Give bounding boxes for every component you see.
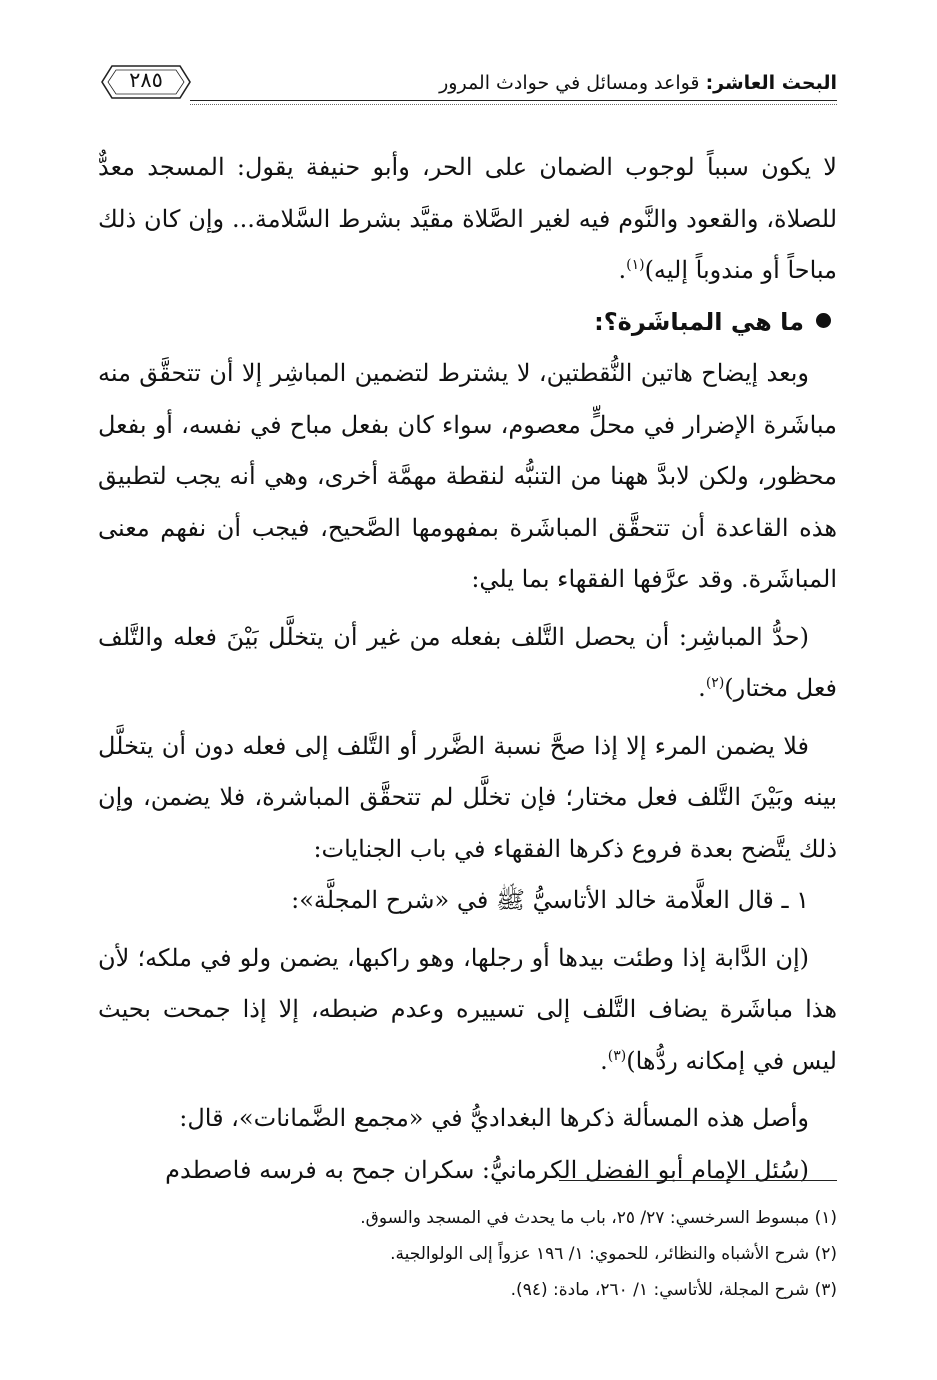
footnote-ref-1: (١): [626, 257, 645, 273]
paragraph-7: وأصل هذه المسألة ذكرها البغداديُّ في «مجمع الضَّمانات»، قال:: [179, 1104, 809, 1132]
running-title: [439, 72, 837, 94]
main-text: [98, 142, 837, 1196]
paragraph-5: ١ ـ قال العلَّامة خالد الأتاسيُّ ﷺ في «شرح المجلَّة»:: [291, 886, 809, 914]
paragraph-3-end: .: [698, 674, 706, 702]
footnote-2: (٢) شرح الأشباه والنظائر، للحموي: ١/ ١٩٦ عزواً إلى الولوالجية.: [390, 1244, 837, 1264]
running-title-bold: البحث العاشر:: [705, 72, 837, 94]
section-heading-text: ما هي المباشَرة؟:: [594, 307, 804, 336]
bullet-icon: [816, 313, 831, 328]
paragraph-3-text: (حدُّ المباشِر: أن يحصل التَّلف بفعله من غير أن يتخلَّل بَيْنَ فعله والتَّلف فعل مختار): [98, 622, 837, 702]
page-number-badge: [98, 62, 194, 102]
footnote-ref-2: (٢): [705, 675, 725, 691]
footnote-divider: [559, 1180, 837, 1181]
paragraph-2: وبعد إيضاح هاتين النُّقطتين، لا يشترط لتضمين المباشِر إلا أن تتحقَّق منه مباشَرة الإضرار في محلٍّ معصوم، سواء كان بفعل مباح في نفسه، أو بفعل محظور، ولكن لابدَّ ههنا من التنبُّه لنقطة مهمَّة أخرى، وهي أنه يجب لتطبيق هذه القاعدة أن تتحقَّق المباشَرة بمفهومها الصَّحيح، فيجب أن نفهم معنى المباشَرة. وقد عرَّفها الفقهاء بما يلي:: [98, 359, 837, 593]
paragraph-1: [98, 142, 837, 297]
paragraph-6-end: .: [600, 1046, 608, 1075]
paragraph-6-text: (إن الدَّابة إذا وطئت بيدها أو رجلها، وهو راكبها، يضمن ولو في ملكه؛ لأن هذا مباشَرة يضاف التَّلف إلى تسييره وعدم ضبطه، إلا إذا جمحت بحيث ليس في إمكانه ردُّها): [98, 943, 837, 1075]
paragraph-8: (سُئل الإمام أبو الفضل الكرمانيُّ: سكران جمح به فرسه فاصطدم: [165, 1155, 809, 1184]
footnotes: [98, 1200, 837, 1308]
paragraph-1-end: .: [618, 256, 627, 284]
paragraph-4: فلا يضمن المرء إلا إذا صحَّ نسبة الضَّرر أو التَّلف إلى فعله دون أن يتخلَّل بينه وبَيْنَ التَّلف فعل مختار؛ فإن تخلَّل لم تتحقَّق المباشرة، فلا يضمن، وإن ذلك يتَّضح بعدة فروع ذكرها الفقهاء في باب الجنايات:: [98, 731, 837, 863]
paragraph-6-quote: [98, 933, 837, 1088]
paragraph-1-text: لا يكون سبباً لوجوب الضمان على الحر، وأبو حنيفة يقول: المسجد معدٌّ للصلاة، والقعود والنَّوم فيه لغير الصَّلاة مقيَّد بشرط السَّلامة... وإن كان ذلك مباحاً أو مندوباً إليه): [98, 153, 837, 284]
header-divider-dotted: [190, 104, 837, 105]
paragraph-3-quote: [98, 612, 837, 715]
section-heading: [98, 297, 837, 349]
footnote-ref-3: (٣): [607, 1047, 627, 1064]
page-number: ٢٨٥: [129, 68, 163, 92]
running-title-rest: قواعد ومسائل في حوادث المرور: [439, 72, 706, 94]
footnote-3: (٣) شرح المجلة، للأتاسي: ١/ ٢٦٠، مادة: (٩٤).: [510, 1280, 837, 1300]
footnote-1: (١) مبسوط السرخسي: ٢٧/ ٢٥، باب ما يحدث في المسجد والسوق.: [360, 1208, 837, 1228]
header-divider: [190, 100, 837, 101]
